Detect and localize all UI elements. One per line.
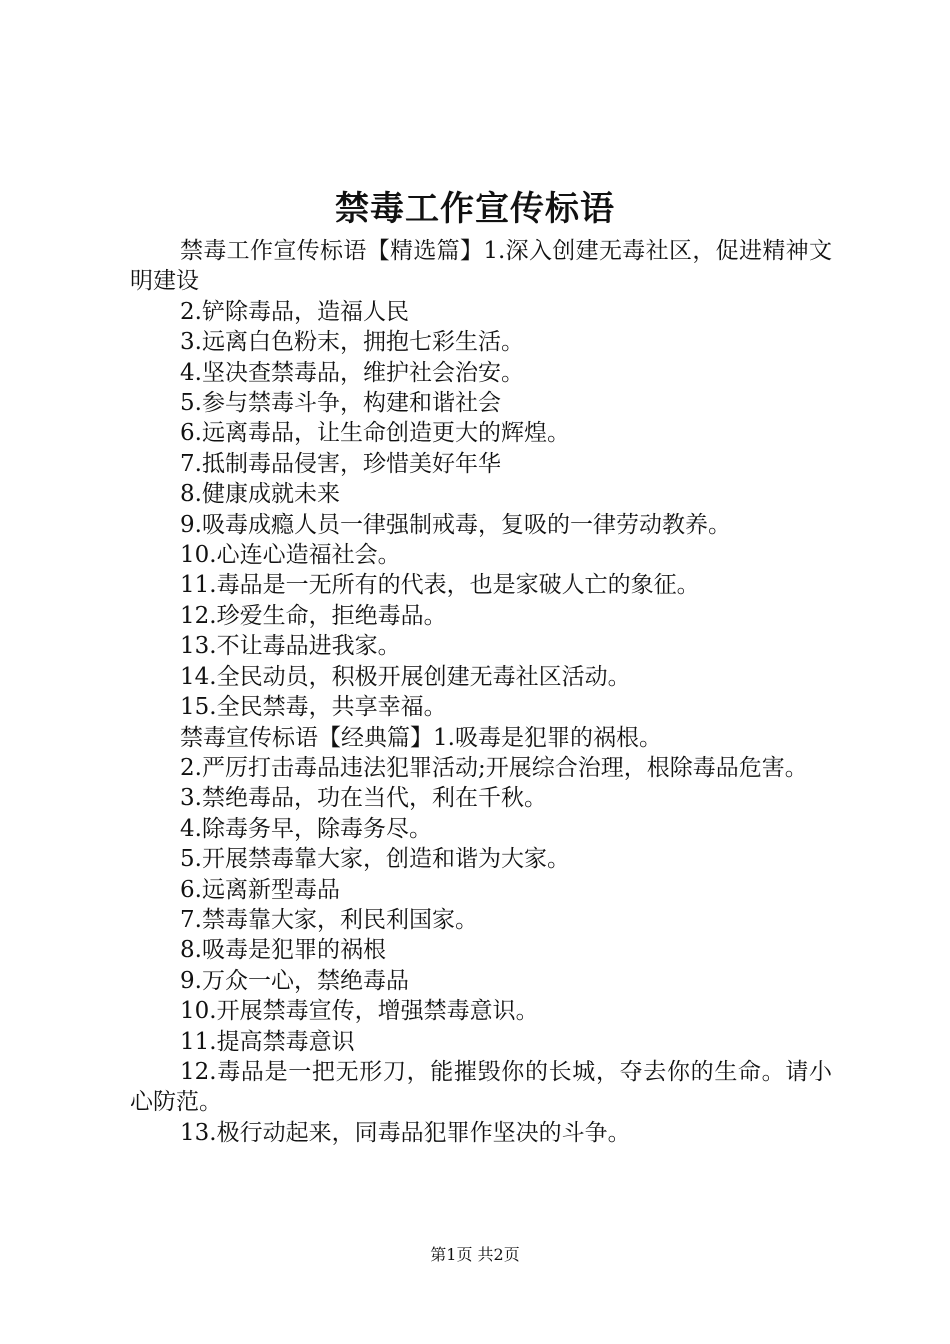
paragraph: 5.开展禁毒靠大家，创造和谐为大家。 [180,846,570,873]
paragraph: 11.提高禁毒意识 [180,1028,355,1055]
paragraph: 2.严厉打击毒品违法犯罪活动;开展综合治理，根除毒品危害。 [180,754,808,781]
paragraph: 8.吸毒是犯罪的祸根 [180,937,386,964]
paragraph: 3.远离白色粉末，拥抱七彩生活。 [180,329,524,356]
paragraph: 3.禁绝毒品，功在当代，利在千秋。 [180,785,547,812]
paragraph: 13.不让毒品进我家。 [180,633,401,660]
paragraph: 4.坚决查禁毒品，维护社会治安。 [180,359,524,386]
paragraph: 7.抵制毒品侵害，珍惜美好年华 [180,450,501,477]
paragraph: 12.毒品是一把无形刀，能摧毁你的长城，夺去你的生命。请小心防范。 [130,1058,832,1116]
paragraph: 禁毒工作宣传标语【精选篇】1.深入创建无毒社区，促进精神文明建设 [130,238,832,295]
paragraph: 6.远离新型毒品 [180,876,340,903]
paragraph: 10.心连心造福社会。 [180,542,401,569]
paragraph: 禁毒宣传标语【经典篇】1.吸毒是犯罪的祸根。 [180,724,662,751]
document-body [130,236,832,1148]
paragraph: 4.除毒务早，除毒务尽。 [180,815,432,842]
paragraph: 8.健康成就未来 [180,481,340,508]
paragraph: 6.远离毒品，让生命创造更大的辉煌。 [180,420,570,447]
paragraph: 10.开展禁毒宣传，增强禁毒意识。 [180,998,539,1025]
paragraph: 7.禁毒靠大家，利民利国家。 [180,906,478,933]
document-title: 禁毒工作宣传标语 [335,189,615,229]
paragraph: 9.万众一心，禁绝毒品 [180,967,409,994]
page-number: 第1页 共2页 [430,1245,520,1264]
paragraph: 12.珍爱生命，拒绝毒品。 [180,602,447,629]
paragraph: 15.全民禁毒，共享幸福。 [180,694,447,721]
paragraph: 9.吸毒成瘾人员一律强制戒毒，复吸的一律劳动教养。 [180,511,731,538]
paragraph: 13.极行动起来，同毒品犯罪作坚决的斗争。 [180,1119,631,1146]
paragraph: 11.毒品是一无所有的代表，也是家破人亡的象征。 [180,572,700,599]
paragraph: 2.铲除毒品，造福人民 [180,298,409,325]
paragraph: 5.参与禁毒斗争，构建和谐社会 [180,390,501,417]
paragraph: 14.全民动员，积极开展创建无毒社区活动。 [180,663,631,690]
